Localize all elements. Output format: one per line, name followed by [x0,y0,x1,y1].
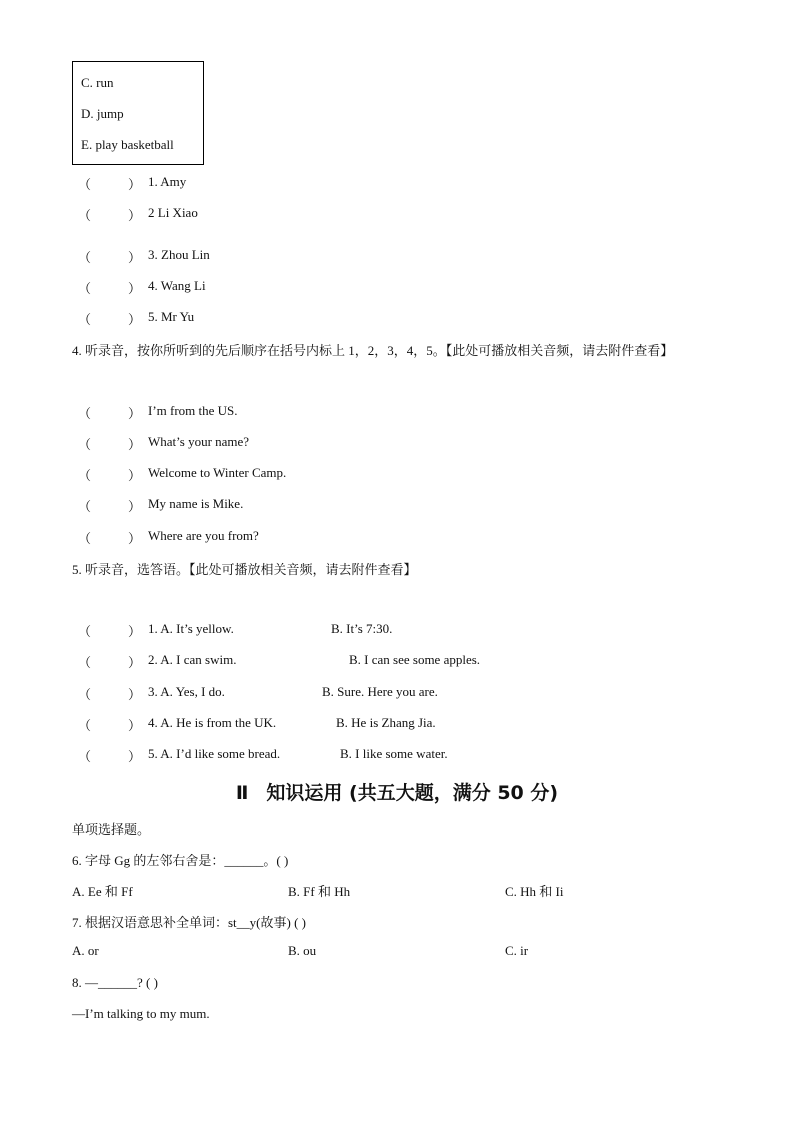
q3-item-text: 3. Zhou Lin [148,247,210,262]
answer-blank-close: ） [128,250,142,265]
answer-blank-close: ） [128,749,142,764]
answer-blank-open: （ [78,499,92,514]
answer-blank-close: ） [128,281,142,296]
q6-option-c: C. Hh 和 Ii [505,884,564,899]
option-c: C. run [81,75,114,90]
q6-option-b: B. Ff 和 Hh [288,884,351,899]
answer-blank-close: ） [128,718,142,733]
section-title: 知识运用 (共五大题，满分 50 分) [266,782,559,804]
answer-blank-close: ） [128,531,142,546]
q7-option-b: B. ou [288,943,317,958]
q6-option-a: A. Ee 和 Ff [72,884,133,899]
answer-blank-open: （ [78,437,92,452]
q5-option-a: 3. A. Yes, I do. [148,684,225,699]
answer-blank-close: ） [128,499,142,514]
q3-item-text: 1. Amy [148,174,187,189]
q7-stem: 7. 根据汉语意思补全单词：st__y(故事) ( ) [72,915,306,930]
q5-option-b: B. It’s 7:30. [331,621,393,636]
answer-blank-open: （ [78,531,92,546]
q8-stem: 8. —______? ( ) [72,975,158,990]
answer-blank-open: （ [78,468,92,483]
q4-sentence: Welcome to Winter Camp. [148,465,287,480]
q7-option-a: A. or [72,943,99,958]
answer-blank-close: ） [128,624,142,639]
q4-sentence: I’m from the US. [148,403,238,418]
answer-blank-open: （ [78,749,92,764]
answer-blank-open: （ [78,177,92,192]
q5-option-a: 1. A. It’s yellow. [148,621,234,636]
section-heading [0,778,794,805]
answer-blank-open: （ [78,406,92,421]
q6-stem: 6. 字母 Gg 的左邻右舍是：______。( ) [72,853,289,868]
q5-option-b: B. I can see some apples. [349,652,481,667]
answer-blank-close: ） [128,208,142,223]
q8-answer: —I’m talking to my mum. [72,1006,210,1021]
answer-blank-open: （ [78,687,92,702]
q5-option-b: B. Sure. Here you are. [322,684,438,699]
answer-blank-close: ） [128,312,142,327]
answer-blank-open: （ [78,624,92,639]
q4-sentence: Where are you from? [148,528,259,543]
option-d: D. jump [81,106,124,121]
answer-blank-close: ） [128,406,142,421]
single-choice-label: 单项选择题。 [72,822,151,837]
answer-blank-open: （ [78,208,92,223]
answer-blank-open: （ [78,655,92,670]
answer-blank-close: ） [128,655,142,670]
q5-option-a: 4. A. He is from the UK. [148,715,277,730]
option-e: E. play basketball [81,137,174,152]
answer-blank-open: （ [78,281,92,296]
options-box [72,61,204,165]
q4-sentence: My name is Mike. [148,496,244,511]
answer-blank-close: ） [128,468,142,483]
answer-blank-close: ） [128,687,142,702]
q4-sentence: What’s your name? [148,434,250,449]
q7-option-c: C. ir [505,943,529,958]
q5-option-b: B. He is Zhang Jia. [336,715,436,730]
section-number: Ⅱ [235,782,249,804]
q3-item-text: 4. Wang Li [148,278,206,293]
answer-blank-open: （ [78,718,92,733]
answer-blank-close: ） [128,177,142,192]
q5-option-a: 2. A. I can swim. [148,652,237,667]
q3-item-text: 5. Mr Yu [148,309,195,324]
answer-blank-open: （ [78,250,92,265]
q3-item-text: 2 Li Xiao [148,205,198,220]
q4-prompt: 4. 听录音，按你所听到的先后顺序在括号内标上 1，2，3，4，5。【此处可播放相关音频，请去附件查看】 [72,343,674,358]
answer-blank-open: （ [78,312,92,327]
answer-blank-close: ） [128,437,142,452]
q5-option-b: B. I like some water. [340,746,448,761]
q5-option-a: 5. A. I’d like some bread. [148,746,281,761]
q5-prompt: 5. 听录音，选答语。【此处可播放相关音频，请去附件查看】 [72,562,417,577]
